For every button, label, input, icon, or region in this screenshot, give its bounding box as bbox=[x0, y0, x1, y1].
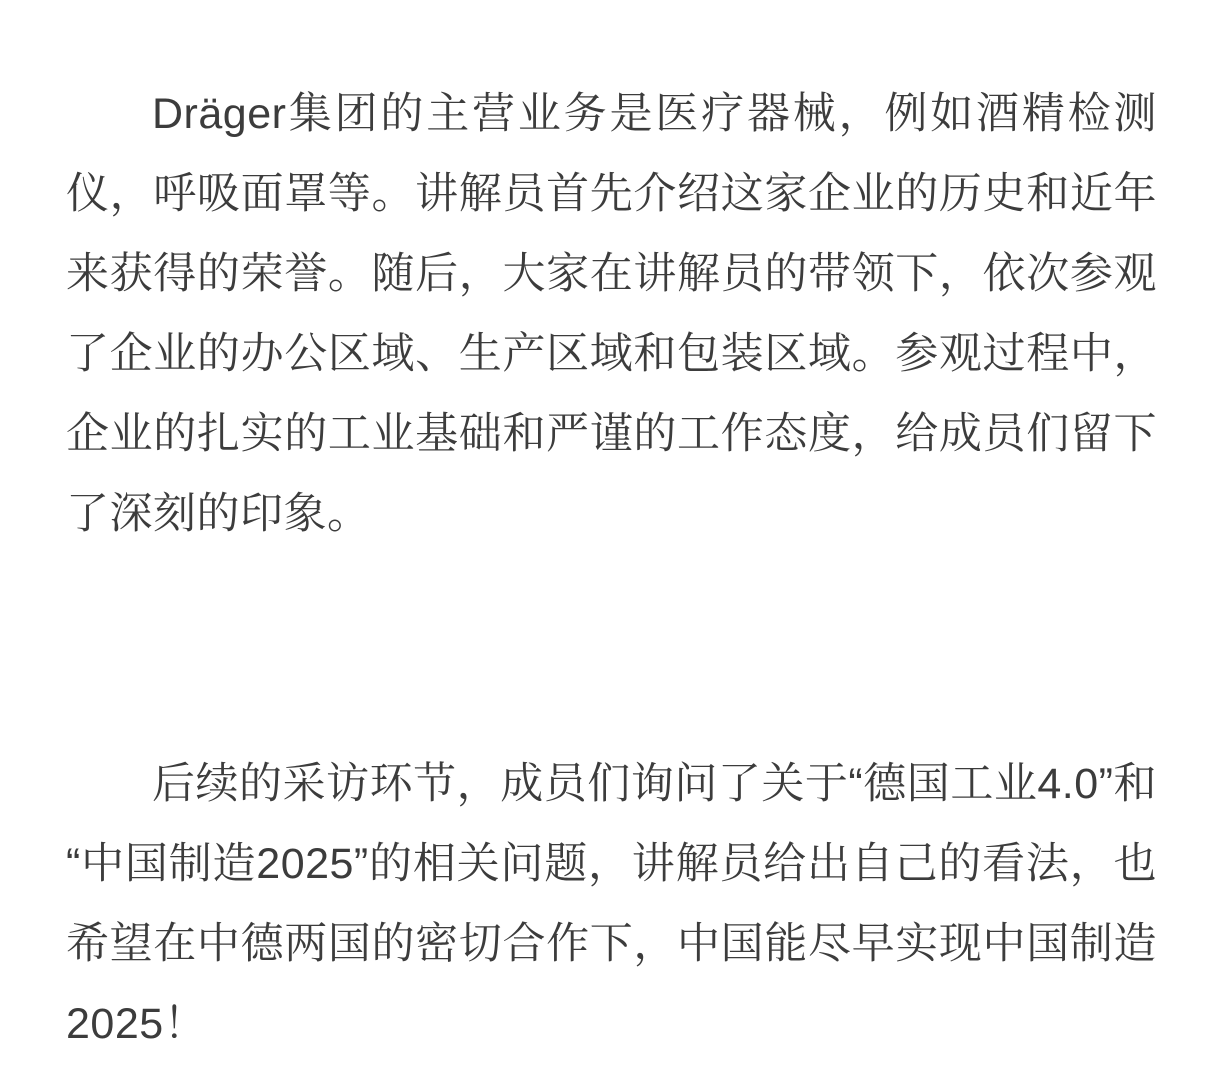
article-body bbox=[66, 0, 1157, 1064]
paragraph-1: Dräger集团的主营业务是医疗器械，例如酒精检测仪，呼吸面罩等。讲解员首先介绍这家企业的历史和近年来获得的荣誉。随后，大家在讲解员的带领下，依次参观了企业的办公区域、生产区域和包装区域。参观过程中，企业的扎实的工业基础和严谨的工作态度，给成员们留下了深刻的印象。 bbox=[66, 90, 1157, 538]
paragraph-2: 后续的采访环节，成员们询问了关于“德国工业4.0”和“中国制造2025”的相关问题，讲解员给出自己的看法，也希望在中德两国的密切合作下，中国能尽早实现中国制造2025！ bbox=[66, 760, 1157, 1048]
paragraph-spacer bbox=[66, 554, 1157, 744]
